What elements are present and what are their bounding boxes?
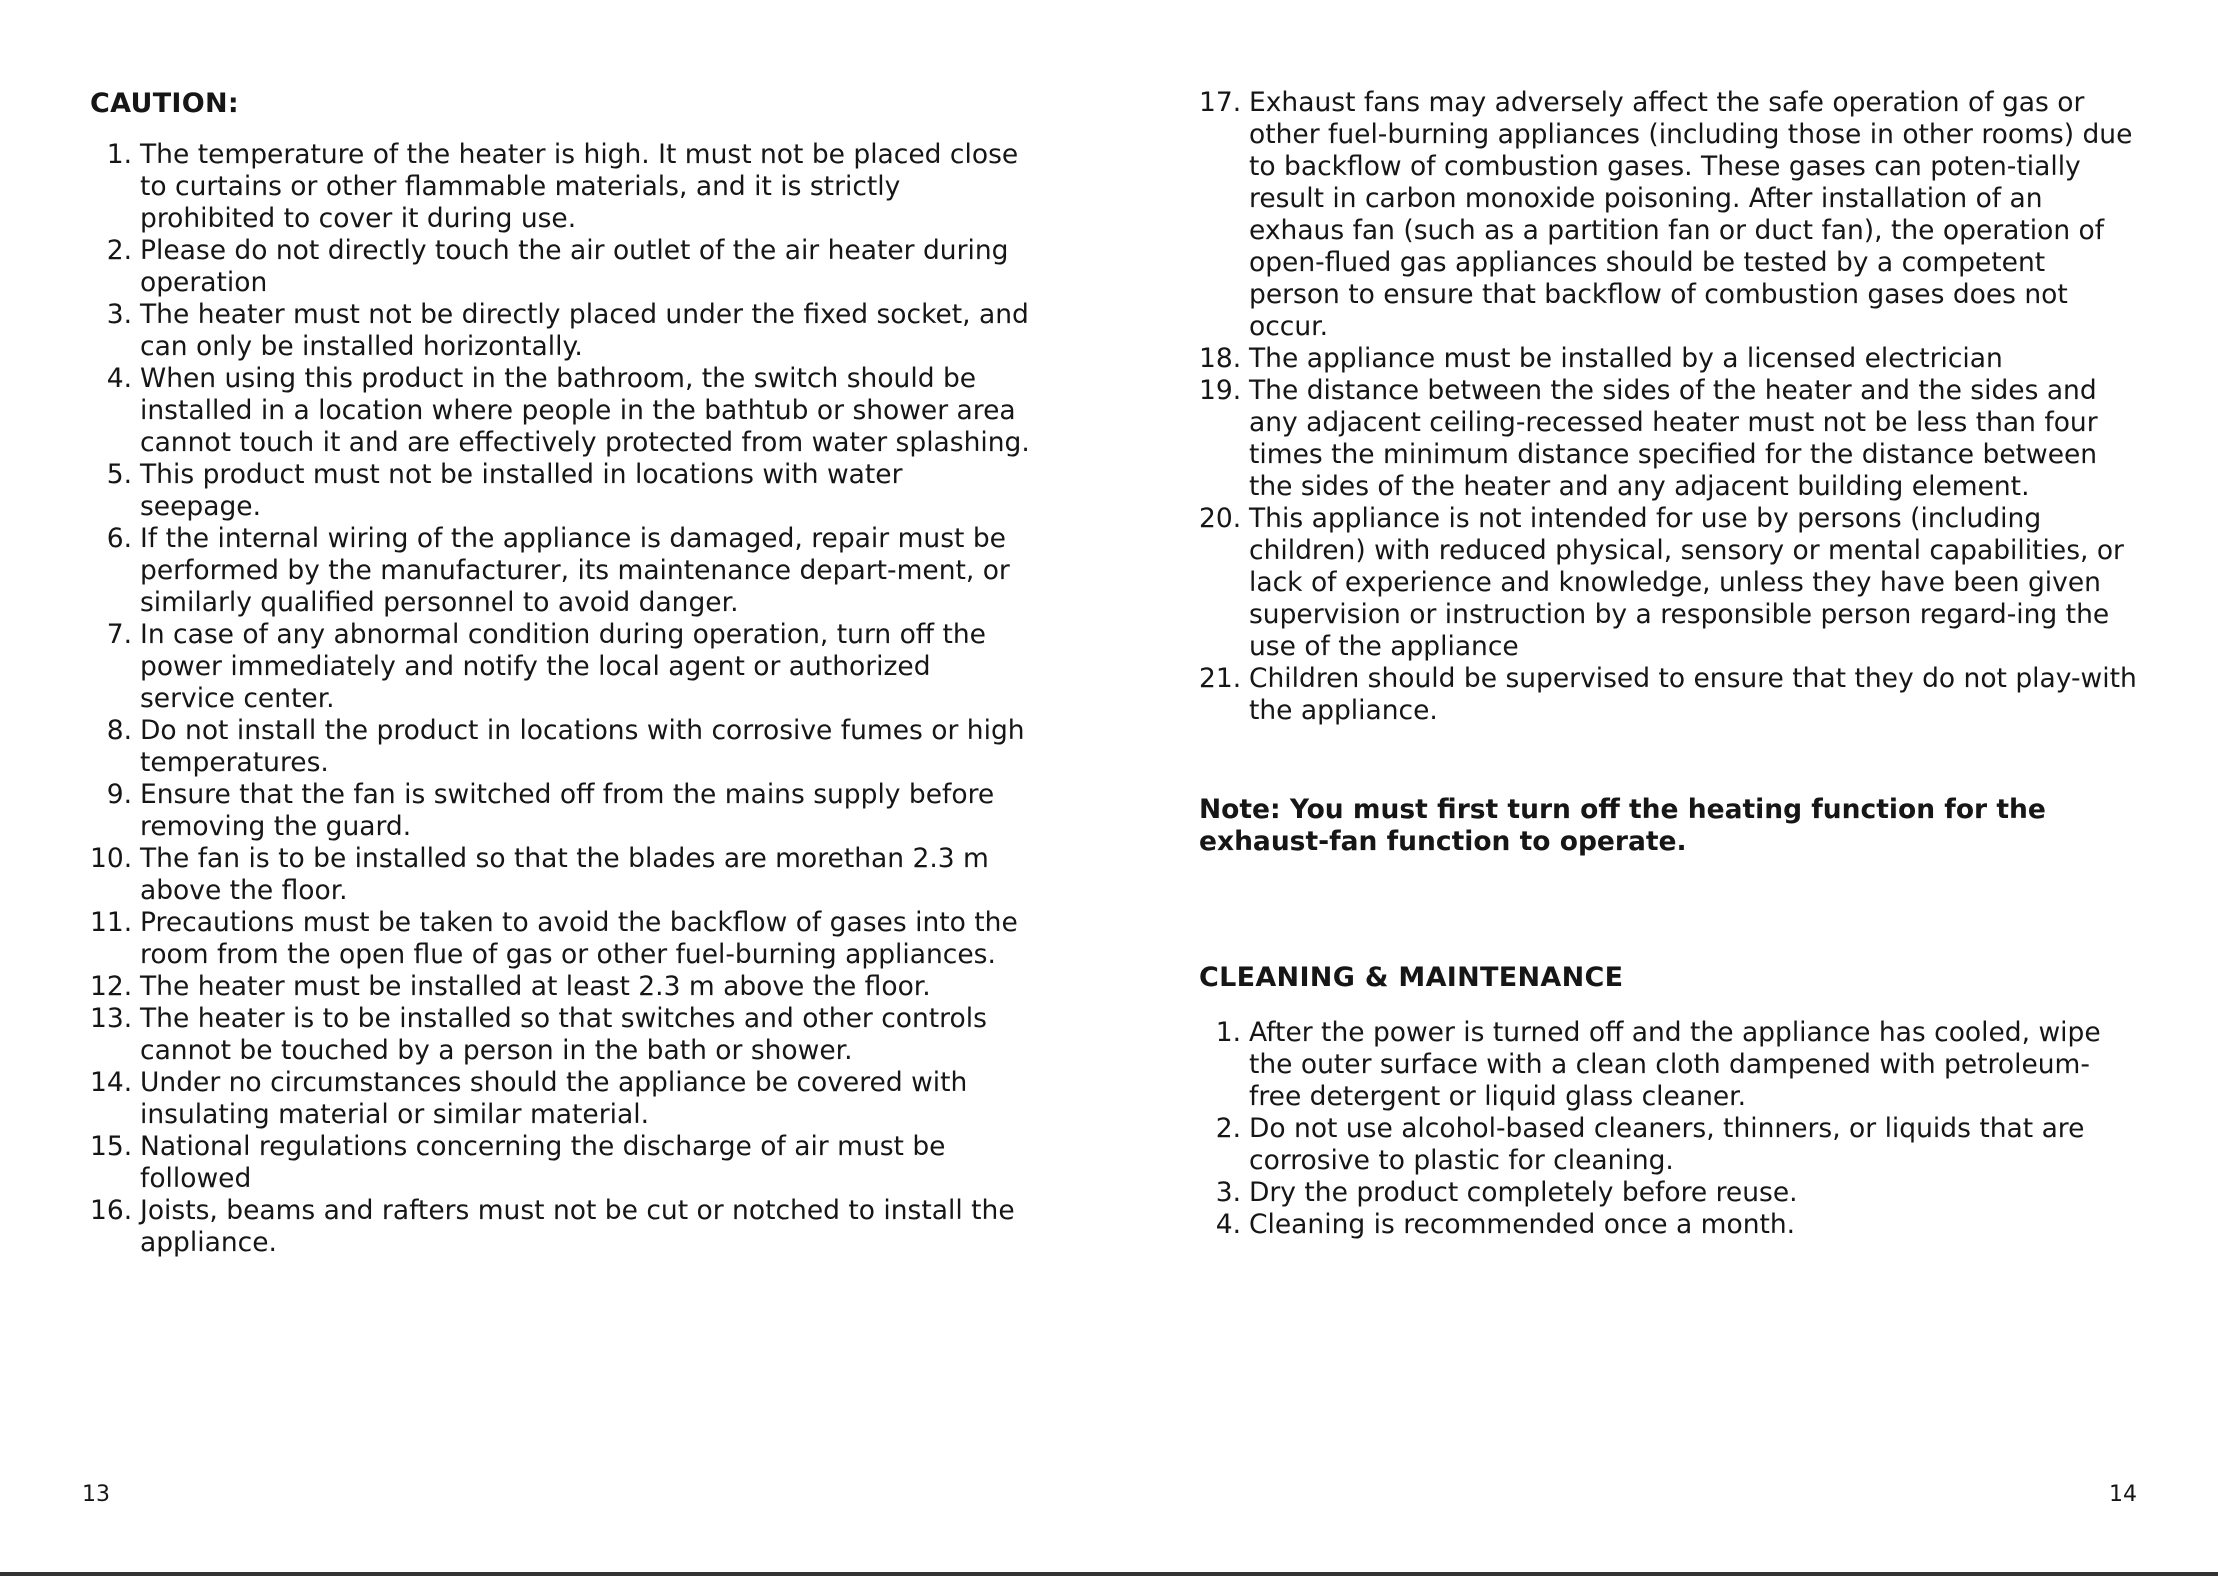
page-number: 13 xyxy=(82,1482,110,1507)
item-number: 5. xyxy=(106,459,132,490)
item-number: 7. xyxy=(106,619,132,650)
item-text: Please do not directly touch the air outlet of the air heater during operation xyxy=(140,235,1009,298)
caution-item xyxy=(90,1067,1030,1131)
caution-item xyxy=(90,715,1030,779)
item-text: The temperature of the heater is high. It must not be placed close to curtains or other flammable materials, and it is strictly prohibited to cover it during use. xyxy=(140,139,1019,234)
item-number: 12. xyxy=(90,971,133,1002)
item-text: If the internal wiring of the appliance is damaged, repair must be performed by the manufacturer, its maintenance depart-ment, or similarly qualified personnel to avoid danger. xyxy=(140,523,1010,618)
cleaning-item xyxy=(1199,1209,2139,1241)
item-text: Do not use alcohol-based cleaners, thinners, or liquids that are corrosive to plastic for cleaning. xyxy=(1249,1113,2085,1176)
caution-item xyxy=(90,139,1030,235)
item-text: After the power is turned off and the appliance has cooled, wipe the outer surface with a clean cloth dampened with petroleum-free detergent or liquid glass cleaner. xyxy=(1249,1017,2101,1112)
caution-item xyxy=(1199,343,2139,375)
caution-item xyxy=(90,363,1030,459)
caution-item xyxy=(90,299,1030,363)
cleaning-item xyxy=(1199,1017,2139,1113)
caution-item xyxy=(90,235,1030,299)
caution-item xyxy=(90,1195,1030,1259)
item-text: The fan is to be installed so that the blades are morethan 2.3 m above the floor. xyxy=(140,843,989,906)
item-number: 4. xyxy=(1215,1209,1241,1240)
item-number: 4. xyxy=(106,363,132,394)
item-text: Do not install the product in locations with corrosive fumes or high temperatures. xyxy=(140,715,1025,778)
item-number: 9. xyxy=(106,779,132,810)
caution-item xyxy=(90,971,1030,1003)
item-text: Ensure that the fan is switched off from the mains supply before removing the guard. xyxy=(140,779,995,842)
item-number: 18. xyxy=(1199,343,1242,374)
item-text: The heater must be installed at least 2.3 m above the floor. xyxy=(140,971,931,1002)
item-text: This appliance is not intended for use by persons (including children) with reduced physical, sensory or mental capabilities, or lack of experience and knowledge, unless they have been given supervision or instruction by a responsible person regard-ing the use of the appliance xyxy=(1249,503,2124,662)
caution-item xyxy=(1199,503,2139,663)
item-text: Exhaust fans may adversely affect the safe operation of gas or other fuel-burning appliances (including those in other rooms) due to backflow of combustion gases. These gases can poten-tially result in carbon monoxide poisoning. After installation of an exhaus fan (such as a partition fan or duct fan), the operation of open-flued gas appliances should be tested by a competent person to ensure that backflow of combustion gases does not occur. xyxy=(1249,87,2133,342)
caution-item xyxy=(90,459,1030,523)
item-number: 1. xyxy=(1215,1017,1241,1048)
item-text: Children should be supervised to ensure that they do not play-with the appliance. xyxy=(1249,663,2137,726)
item-text: When using this product in the bathroom, the switch should be installed in a location where people in the bathtub or shower area cannot touch it and are effectively protected from water splashing. xyxy=(140,363,1030,458)
item-text: The heater must not be directly placed under the fixed socket, and can only be installed horizontally. xyxy=(140,299,1029,362)
caution-item xyxy=(90,779,1030,843)
cleaning-list xyxy=(1199,1017,2139,1241)
item-number: 16. xyxy=(90,1195,133,1226)
item-number: 2. xyxy=(106,235,132,266)
item-text: National regulations concerning the discharge of air must be followed xyxy=(140,1131,946,1194)
item-text: Precautions must be taken to avoid the backflow of gases into the room from the open flue of gas or other fuel-burning appliances. xyxy=(140,907,1018,970)
page-number: 14 xyxy=(2109,1482,2137,1507)
item-number: 1. xyxy=(106,139,132,170)
item-number: 14. xyxy=(90,1067,133,1098)
item-number: 3. xyxy=(1215,1177,1241,1208)
caution-item xyxy=(90,1003,1030,1067)
item-number: 6. xyxy=(106,523,132,554)
caution-item xyxy=(1199,87,2139,343)
item-text: Cleaning is recommended once a month. xyxy=(1249,1209,1796,1240)
exhaust-fan-note: Note: You must first turn off the heating function for the exhaust-fan function to operate. xyxy=(1199,794,2046,857)
item-text: The distance between the sides of the heater and the sides and any adjacent ceiling-recessed heater must not be less than four times the minimum distance specified for the distance between the sides of the heater and any adjacent building element. xyxy=(1249,375,2098,502)
caution-item xyxy=(1199,375,2139,503)
caution-item xyxy=(90,523,1030,619)
caution-list-continued xyxy=(1199,87,2139,727)
caution-item xyxy=(1199,663,2139,727)
caution-heading: CAUTION: xyxy=(90,88,240,119)
item-number: 8. xyxy=(106,715,132,746)
item-number: 13. xyxy=(90,1003,133,1034)
cleaning-heading: CLEANING & MAINTENANCE xyxy=(1199,962,1624,993)
item-text: Joists, beams and rafters must not be cut or notched to install the appliance. xyxy=(140,1195,1015,1258)
item-number: 17. xyxy=(1199,87,1242,118)
item-number: 15. xyxy=(90,1131,133,1162)
caution-item xyxy=(90,907,1030,971)
item-text: The heater is to be installed so that switches and other controls cannot be touched by a person in the bath or shower. xyxy=(140,1003,987,1066)
item-number: 20. xyxy=(1199,503,1242,534)
item-number: 2. xyxy=(1215,1113,1241,1144)
item-number: 11. xyxy=(90,907,133,938)
cleaning-item xyxy=(1199,1177,2139,1209)
item-text: In case of any abnormal condition during operation, turn off the power immediately and notify the local agent or authorized service center. xyxy=(140,619,986,714)
item-number: 21. xyxy=(1199,663,1242,694)
item-number: 19. xyxy=(1199,375,1242,406)
caution-item xyxy=(90,1131,1030,1195)
caution-list xyxy=(90,139,1030,1259)
item-text: Under no circumstances should the appliance be covered with insulating material or similar material. xyxy=(140,1067,968,1130)
item-text: This product must not be installed in locations with water seepage. xyxy=(140,459,903,522)
caution-item xyxy=(90,843,1030,907)
item-text: Dry the product completely before reuse. xyxy=(1249,1177,1798,1208)
right-page xyxy=(1109,0,2218,1576)
item-number: 3. xyxy=(106,299,132,330)
cleaning-item xyxy=(1199,1113,2139,1177)
caution-item xyxy=(90,619,1030,715)
item-text: The appliance must be installed by a licensed electrician xyxy=(1249,343,2003,374)
item-number: 10. xyxy=(90,843,133,874)
bottom-border xyxy=(0,1572,2218,1576)
